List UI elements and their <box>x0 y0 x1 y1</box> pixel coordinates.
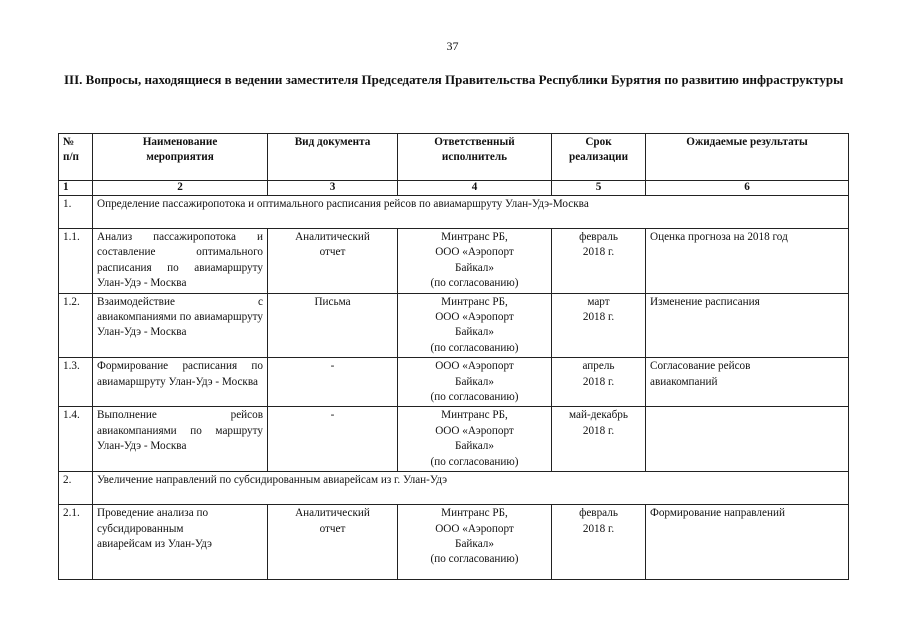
row-deadline: февраль 2018 г. <box>552 229 646 294</box>
table-row <box>59 358 849 407</box>
column-number: 4 <box>398 181 552 196</box>
row-number: 2.1. <box>59 505 93 580</box>
events-table <box>58 133 849 580</box>
column-number: 6 <box>646 181 849 196</box>
column-number: 1 <box>59 181 93 196</box>
row-expected-result <box>646 407 849 472</box>
header-number: № п/п <box>59 134 93 181</box>
row-expected-result: Оценка прогноза на 2018 год <box>646 229 849 294</box>
header-expected-results: Ожидаемые результаты <box>646 134 849 181</box>
row-document-type: Письма <box>268 293 398 358</box>
group-title: Определение пассажиропотока и оптимального расписания рейсов по авиамаршруту Улан-Удэ-Москва <box>93 196 849 229</box>
row-expected-result: Изменение расписания <box>646 293 849 358</box>
row-executor: Минтранс РБ, ООО «Аэропорт Байкал» (по согласованию) <box>398 407 552 472</box>
row-document-type: Аналитический отчет <box>268 229 398 294</box>
header-document-type: Вид документа <box>268 134 398 181</box>
row-executor: Минтранс РБ, ООО «Аэропорт Байкал» (по согласованию) <box>398 229 552 294</box>
column-number: 3 <box>268 181 398 196</box>
table-row <box>59 229 849 294</box>
row-event-name: Проведение анализа по субсидированным авиарейсам из Улан-Удэ <box>93 505 268 580</box>
row-document-type: Аналитический отчет <box>268 505 398 580</box>
header-deadline: Срок реализации <box>552 134 646 181</box>
group-number: 2. <box>59 472 93 505</box>
row-event-name: Выполнение рейсов авиакомпаниями по маршруту Улан-Удэ - Москва <box>93 407 268 472</box>
row-deadline: апрель 2018 г. <box>552 358 646 407</box>
column-number: 2 <box>93 181 268 196</box>
row-document-type: - <box>268 358 398 407</box>
group-title: Увеличение направлений по субсидированным авиарейсам из г. Улан-Удэ <box>93 472 849 505</box>
row-deadline: февраль 2018 г. <box>552 505 646 580</box>
row-expected-result: Формирование направлений <box>646 505 849 580</box>
row-number: 1.4. <box>59 407 93 472</box>
table-header-row <box>59 134 849 181</box>
header-event-name: Наименование мероприятия <box>93 134 268 181</box>
row-expected-result: Согласование рейсов авиакомпаний <box>646 358 849 407</box>
table-row <box>59 293 849 358</box>
table-row <box>59 407 849 472</box>
group-row <box>59 196 849 229</box>
row-deadline: май-декабрь 2018 г. <box>552 407 646 472</box>
row-event-name: Взаимодействие с авиакомпаниями по авиамаршруту Улан-Удэ - Москва <box>93 293 268 358</box>
row-number: 1.3. <box>59 358 93 407</box>
header-executor: Ответственный исполнитель <box>398 134 552 181</box>
group-number: 1. <box>59 196 93 229</box>
row-document-type: - <box>268 407 398 472</box>
column-numbers-row <box>59 181 849 196</box>
row-executor: ООО «Аэропорт Байкал» (по согласованию) <box>398 358 552 407</box>
row-deadline: март 2018 г. <box>552 293 646 358</box>
row-event-name: Анализ пассажиропотока и составление оптимального расписания по авиамаршруту Улан-Удэ - Москва <box>93 229 268 294</box>
row-event-name: Формирование расписания по авиамаршруту Улан-Удэ - Москва <box>93 358 268 407</box>
page-number: 37 <box>446 39 459 53</box>
row-executor: Минтранс РБ, ООО «Аэропорт Байкал» (по согласованию) <box>398 505 552 580</box>
section-heading: III. Вопросы, находящиеся в ведении заместителя Председателя Правительства Республики Бурятия по развитию инфраструктуры <box>64 72 844 87</box>
row-executor: Минтранс РБ, ООО «Аэропорт Байкал» (по согласованию) <box>398 293 552 358</box>
group-row <box>59 472 849 505</box>
table-row <box>59 505 849 580</box>
column-number: 5 <box>552 181 646 196</box>
row-number: 1.1. <box>59 229 93 294</box>
row-number: 1.2. <box>59 293 93 358</box>
